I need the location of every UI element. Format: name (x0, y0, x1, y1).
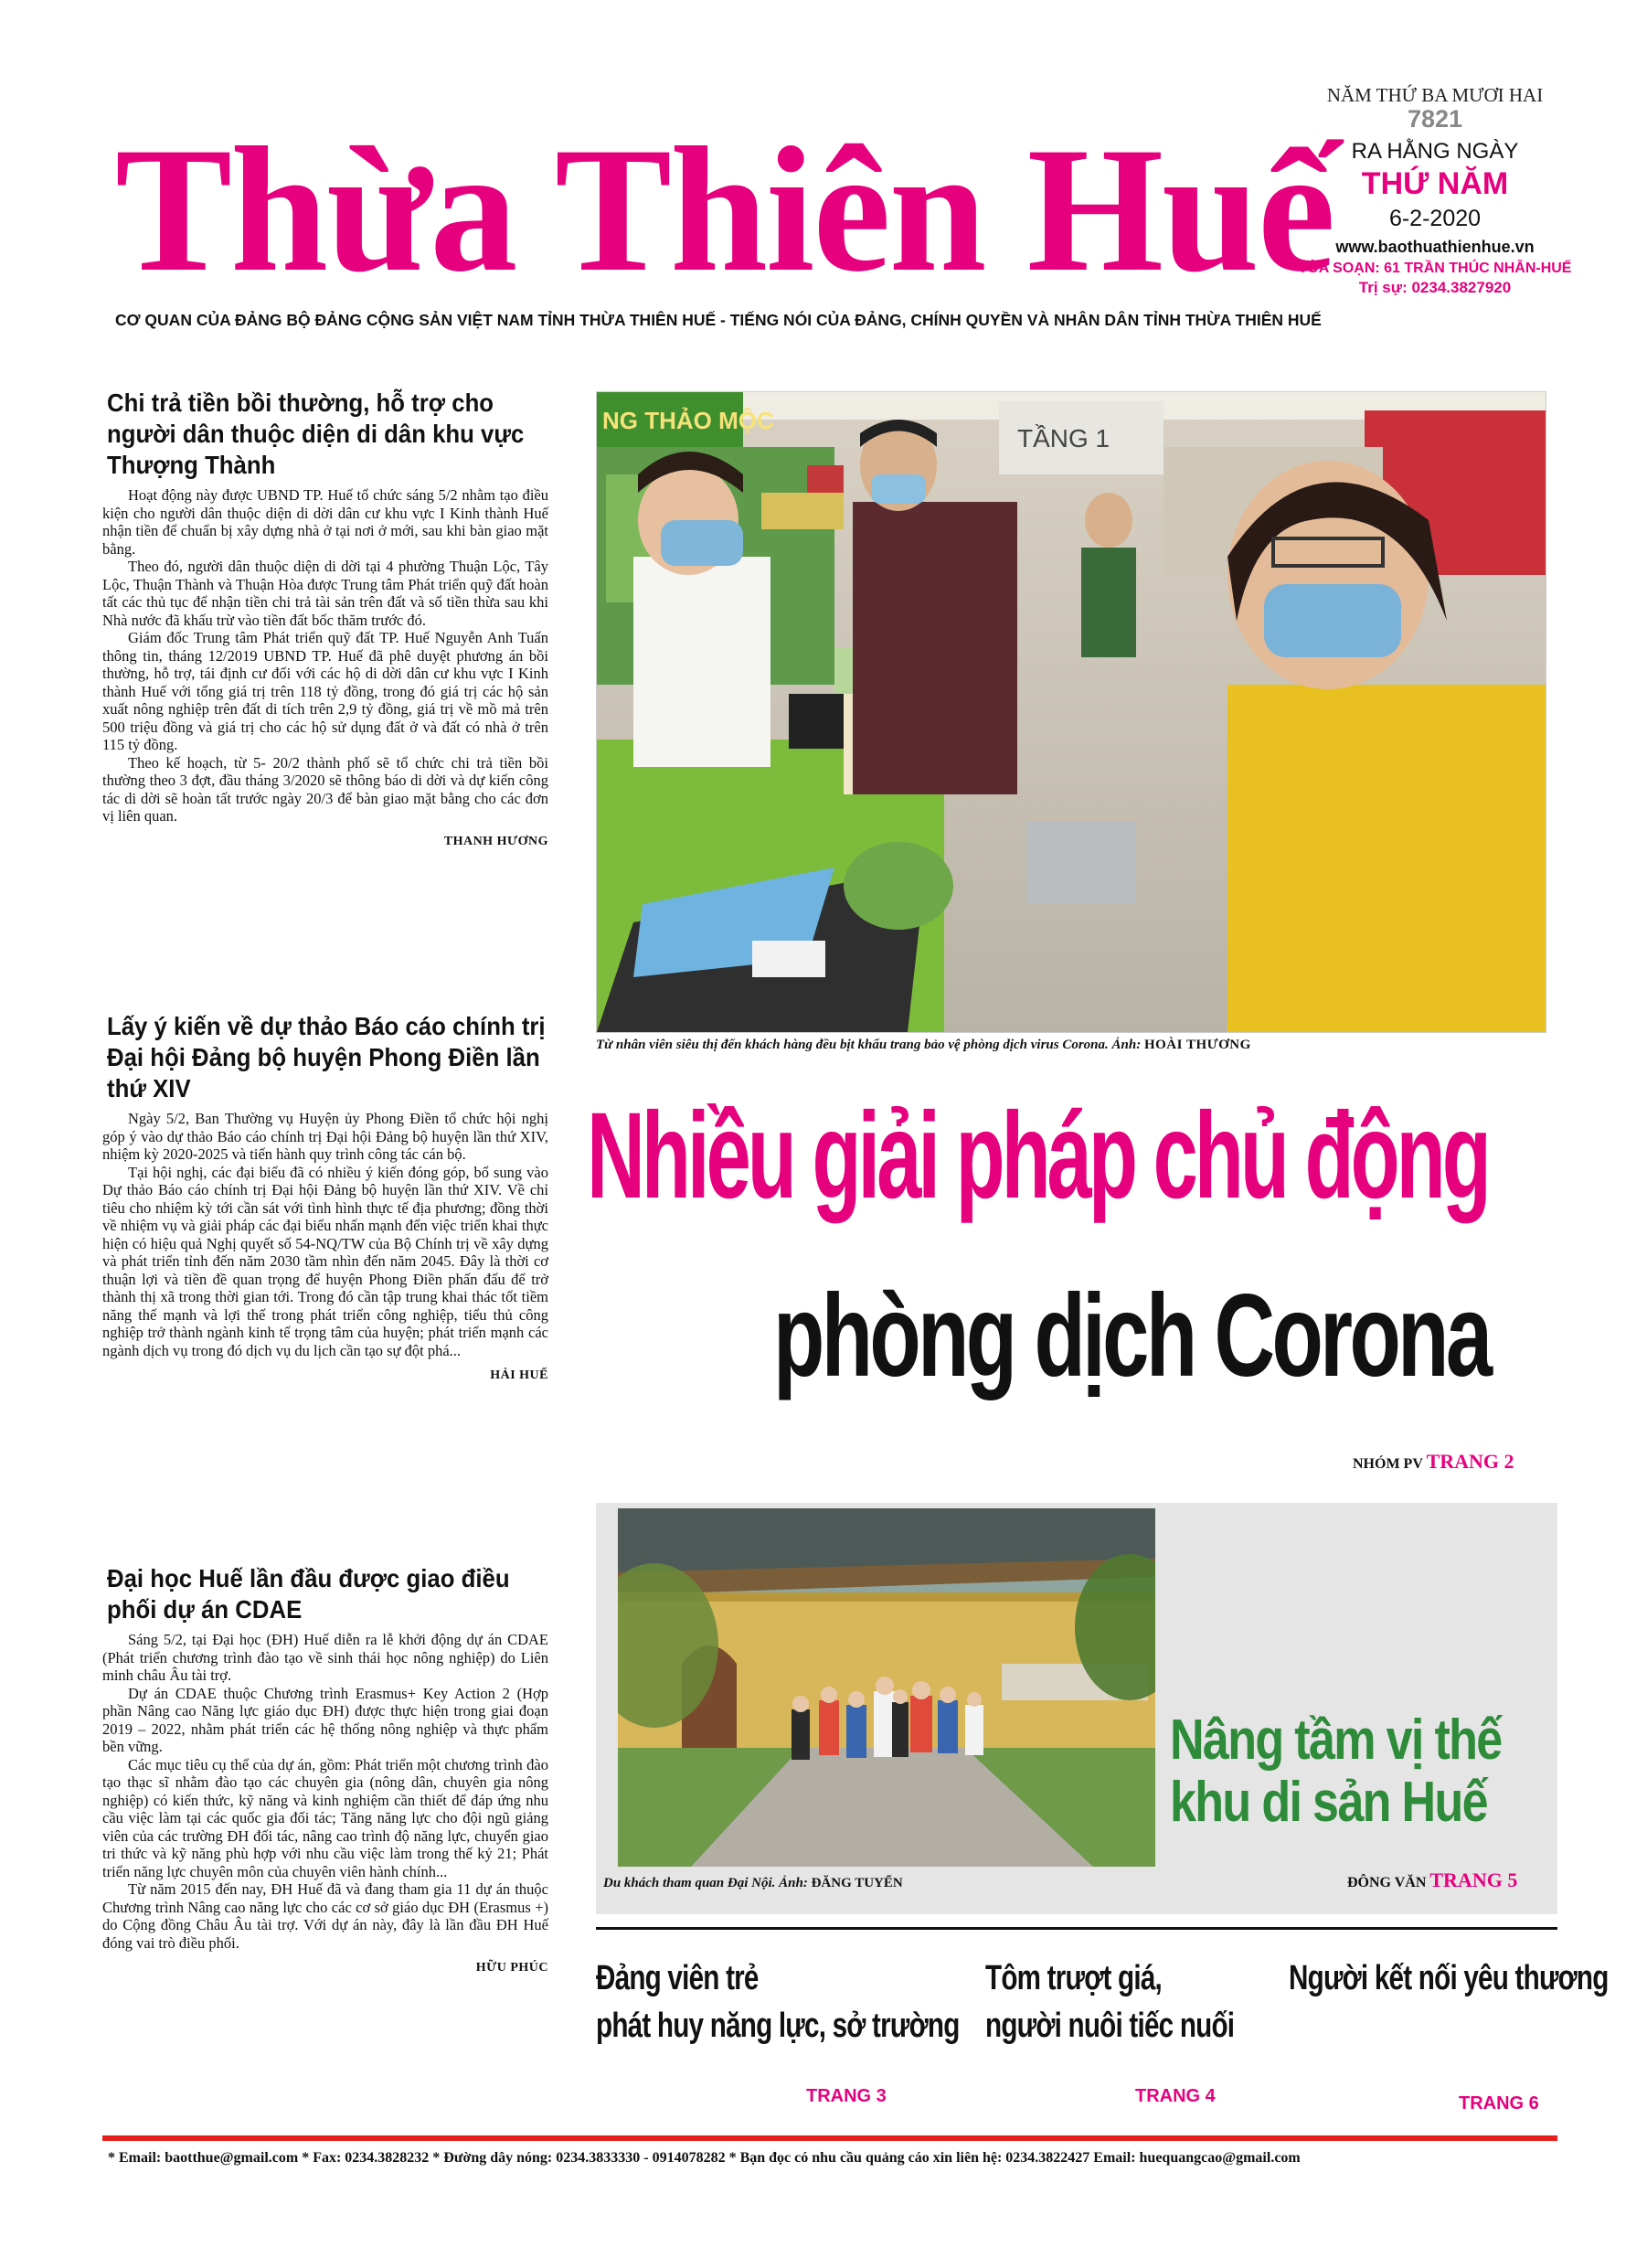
issue-address: TÒA SOẠN: 61 TRẦN THÚC NHẪN-HUẾ (1298, 261, 1572, 276)
issue-number: 7821 (1407, 105, 1463, 133)
lead-photo-caption-text: Từ nhân viên siêu thị đến khách hàng đều bịt khẩu trang bảo vệ phòng dịch virus Corona. Ảnh: (596, 1038, 1142, 1052)
issue-year: NĂM THỨ BA MƯƠI HAI (1326, 84, 1544, 106)
article-3-p1: Sáng 5/2, tại Đại học (ĐH) Huế diễn ra lễ khởi động dự án CDAE (Phát triển chương trình đào tạo về sinh thái học nông nghiệp) do Liên minh châu Âu tài trợ. (102, 1631, 548, 1684)
feature-byline-author: ĐÔNG VĂN (1347, 1875, 1427, 1890)
teaser-1[interactable] (596, 1954, 960, 2050)
article-1 (102, 388, 548, 849)
teaser-1-page[interactable]: TRANG 3 (806, 2086, 887, 2106)
lead-headline-line1[interactable]: Nhiều giải pháp chủ động (587, 1088, 1488, 1224)
lead-byline (1353, 1450, 1514, 1474)
feature-photo-author: ĐĂNG TUYỂN (811, 1876, 903, 1890)
masthead-tagline: CƠ QUAN CỦA ĐẢNG BỘ ĐẢNG CỘNG SẢN VIỆT NAM TỈNH THỪA THIÊN HUẾ - TIẾNG NÓI CỦA ĐẢNG, CHÍNH QUYỀN VÀ NHÂN DÂN TỈNH THỪA THIÊN HUẾ (115, 311, 1322, 329)
issue-phone: Trị sự: 0234.3827920 (1358, 279, 1512, 296)
feature-photo-caption-text: Du khách tham quan Đại Nội. Ảnh: (603, 1876, 808, 1890)
teaser-1-line2: phát huy năng lực, sở trường (596, 2007, 960, 2045)
lead-photo[interactable] (596, 391, 1546, 1033)
teaser-2-line1: Tôm trượt giá, (985, 1959, 1162, 1997)
issue-weekday: THỨ NĂM (1361, 166, 1509, 201)
feature-page-link[interactable]: TRANG 5 (1429, 1869, 1518, 1891)
article-3-p4: Từ năm 2015 đến nay, ĐH Huế đã và đang tham gia 11 dự án thuộc Chương trình Nâng cao năng lực cho các cơ sở giáo dục ĐH (Erasmus +) do Cộng đồng Châu Âu tài trợ. Với dự án này, đây là lần đầu ĐH Huế đóng vai trò điều phối. (102, 1880, 548, 1952)
footer-contacts: * Email: baotthue@gmail.com * Fax: 0234.3828232 * Đường dây nóng: 0234.3833330 - 0914078282 * Bạn đọc có nhu cầu quảng cáo xin liên hệ: 0234.3822427 Email: huequangcao@gmail.com (108, 2150, 1301, 2166)
teaser-3[interactable] (1289, 1954, 1609, 2002)
article-1-author: THANH HƯƠNG (443, 834, 548, 848)
teaser-2-page[interactable]: TRANG 4 (1135, 2086, 1216, 2106)
article-2-p1: Ngày 5/2, Ban Thường vụ Huyện ủy Phong Điền tổ chức hội nghị góp ý vào dự thảo Báo cáo chính trị Đại hội Đảng bộ huyện lần thứ XIV, nhiệm kỳ 2020-2025 và tiến hành quy trình công tác cán bộ. (102, 1110, 548, 1163)
feature-photo-caption (603, 1876, 903, 1891)
article-3-p3: Các mục tiêu cụ thể của dự án, gồm: Phát triển một chương trình đào tạo thạc sĩ nhằm đào tạo các chuyên gia (nông dân, chuyên gia nông nghiệp) có kiến thức, kỹ năng và kinh nghiệm cần thiết để đáp ứng nhu cầu việc làm tại các quốc gia đối tác; Tăng năng lực cho đội ngũ giảng viên của các trường ĐH đối tác, nâng cao trình độ năng lực, chuyển giao tri thức và kỹ năng phù hợp với nhu cầu việc làm trong thế kỷ 21; Phát triển năng lực chuyên môn của chuyên viên hành chính... (102, 1755, 548, 1880)
lead-headline-line2[interactable]: phòng dịch Corona (773, 1271, 1490, 1401)
teaser-1-line1: Đảng viên trẻ (596, 1959, 759, 1997)
article-3-author: HỮU PHÚC (475, 1961, 548, 1975)
imperial-city-tourists-image (618, 1508, 1155, 1867)
feature-photo[interactable] (618, 1508, 1155, 1867)
feature-headline[interactable] (1170, 1709, 1502, 1834)
article-1-p3: Giám đốc Trung tâm Phát triển quỹ đất TP. Huế Nguyễn Anh Tuấn thông tin, tháng 12/2019 UBND TP. Huế đã phê duyệt phương án bồi thường, hỗ trợ, tái định cư đối với các hộ di dời dân cư khu vực I Kinh thành Huế với tổng giá trị trên 118 tỷ đồng, trong đó giá trị các hộ sản xuất nông nghiệp trên đất di tích trên 2,9 tỷ đồng, giá trị về mồ mả trên 500 triệu đồng và giá trị cho các hộ sử dụng đất ở và đất có nhà ở trên 115 tỷ đồng. (102, 629, 548, 753)
teasers-divider (596, 1927, 1557, 1930)
lead-page-link[interactable]: TRANG 2 (1426, 1450, 1514, 1473)
article-3-p2: Dự án CDAE thuộc Chương trình Erasmus+ Key Action 2 (Hợp phần Nâng cao Năng lực giáo dục ĐH) được thực hiện trong giai đoạn 2019 – 2022, nhằm phát triển các hệ thống nông nghiệp và thực phẩm bền vững. (102, 1684, 548, 1755)
issue-frequency: RA HẰNG NGÀY (1351, 139, 1519, 164)
lead-byline-author: NHÓM PV (1353, 1456, 1423, 1472)
article-1-p1: Hoạt động này được UBND TP. Huế tổ chức sáng 5/2 nhằm tạo điều kiện cho người dân thuộc diện di dời dân cư khu vực I Kinh thành Huế nhận tiền để chuẩn bị xây dựng nhà ở tại nơi ở mới, sau khi bàn giao mặt bằng. (102, 486, 548, 558)
shop-sign-text: NG THẢO MỘC (602, 407, 774, 434)
article-2-author: HẢI HUẾ (490, 1368, 548, 1382)
teaser-2[interactable] (985, 1954, 1234, 2050)
feature-headline-line1: Nâng tầm vị thế (1170, 1709, 1502, 1772)
issue-date: 6-2-2020 (1388, 206, 1482, 231)
teaser-3-line1: Người kết nối yêu thương (1289, 1959, 1609, 1997)
issue-info (1298, 84, 1572, 297)
masthead-title: Thừa Thiên Huế (115, 111, 1334, 309)
supermarket-scene-image (597, 392, 1546, 1032)
article-2-p2: Tại hội nghị, các đại biểu đã có nhiều ý kiến đóng góp, bổ sung vào Dự thảo Báo cáo chính trị Đại hội Đảng bộ huyện lần thứ XIV. Về chỉ tiêu cho nhiệm kỳ tới cần sát với tình hình thực tế địa phương; đồng thời về nhiệm vụ và giải pháp các đại biểu nhấn mạnh đến việc triển khai thực hiện có hiệu quả Nghị quyết số 54-NQ/TW của Bộ Chính trị về xây dựng và phát triển tỉnh đến năm 2030 tầm nhìn đến năm 2045. Đây là thời cơ thuận lợi và tiền đề quan trọng để huyện Phong Điền phấn đấu để trở thành thị xã trong thời gian tới. Trong đó cần tập trung khai thác tốt tiềm năng thế mạnh và lợi thế trong phát triển công nghiệp, tiểu thủ công nghiệp trở thành ngành kinh tế trọng tâm của huyện; phát triển mạnh các ngành dịch vụ trong đó dịch vụ du lịch cần tạo sự đột phá... (102, 1163, 548, 1359)
issue-website[interactable]: www.baothuathienhue.vn (1335, 238, 1535, 256)
article-3 (102, 1563, 548, 1975)
article-1-p4: Theo kế hoạch, từ 5- 20/2 thành phố sẽ tổ chức chi trả tiền bồi thường theo 3 đợt, đầu tháng 3/2020 sẽ thông báo di dời và dự kiến công tác di dời sẽ hoàn tất trước ngày 20/3 để bàn giao mặt bằng cho các đơn vị liên quan. (102, 753, 548, 825)
article-2-title[interactable]: Lấy ý kiến về dự thảo Báo cáo chính trị Đại hội Đảng bộ huyện Phong Điền lần thứ XIV (107, 1012, 546, 1102)
lead-photo-caption (596, 1038, 1546, 1053)
article-1-title[interactable]: Chi trả tiền bồi thường, hỗ trợ cho người dân thuộc diện di dân khu vực Thượng Thành (107, 389, 525, 479)
lead-photo-author: HOÀI THƯƠNG (1143, 1038, 1251, 1052)
feature-headline-line2: khu di sản Huế (1170, 1771, 1487, 1834)
teaser-3-page[interactable]: TRANG 6 (1459, 2093, 1539, 2114)
feature-byline (1347, 1869, 1517, 1892)
floor-sign-text: TẦNG 1 (1017, 424, 1110, 453)
footer-rule (102, 2135, 1557, 2141)
article-3-title[interactable]: Đại học Huế lần đầu được giao điều phối dự án CDAE (107, 1564, 510, 1624)
teaser-2-line2: người nuôi tiếc nuối (985, 2007, 1235, 2045)
article-1-p2: Theo đó, người dân thuộc diện di dời tại 4 phường Thuận Lộc, Tây Lộc, Thuận Thành và Thuận Hòa được Trung tâm Phát triển quỹ đất hoàn tất các thủ tục để nhận tiền chi trả tài sản trên đất và số tiền thừa sau khi Nhà nước đã khấu trừ vào tiền đất bốc thăm trước đó. (102, 558, 548, 629)
article-2 (102, 1011, 548, 1383)
